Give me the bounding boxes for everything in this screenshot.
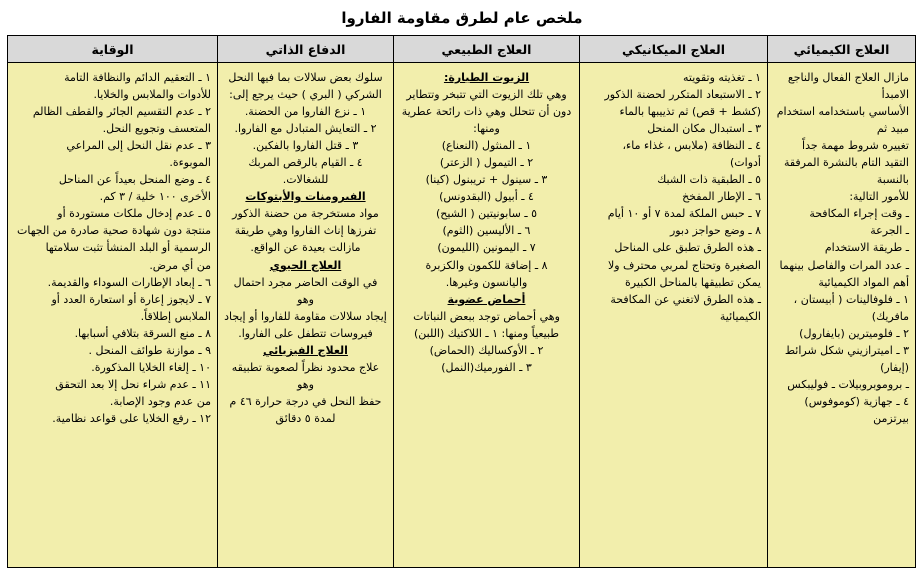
text-line: الملابس إطلاقاً. [140,309,211,323]
text-line: لمدة ٥ دقائق [275,411,336,425]
text-line: مواد مستخرجة من حضنة الذكور [232,207,379,221]
column-header-mechanical: العلاج الميكانيكي [580,36,768,63]
text-line: ـ عدد المرات والفاصل بينهما [779,258,909,272]
text-line: من عدم وجود الإصابة. [109,394,211,408]
text-line: وهي تلك الزيوت التي تتبخر وتتطاير [406,88,567,102]
text-line: إيجاد سلالات مقاومة للفاروا أو إيجاد [224,309,387,323]
text-line: ٥ ـ عدم إدخال ملكات مستوردة أو [57,207,211,221]
text-line: سلوك بعض سلالات بما فيها النحل [228,71,383,84]
text-line: ٧ ـ لايجوز إعارة أو استعارة العدد أو [51,292,211,306]
table-header-row [8,36,916,63]
text-line: ٩ ـ موازنة طوائف المنحل . [88,343,211,357]
text-line: ٣ ـ سينول + تريبنول (كينا) [425,173,548,187]
text-line: ٢ ـ التيمول ( الزعتر) [439,156,534,170]
text-line: (كشط + قص) ثم تذييبها بالماء [619,105,761,119]
cell-self-defense [218,63,394,568]
text-line: ١ ـ نزع الفاروا من الحضنة. [244,105,367,119]
text-line: يمكن تطبيقها بالمناحل الكبيرة [625,275,761,289]
text-line: ٣ ـ الفورميك(النمل) [441,360,532,374]
natural-lines [400,69,573,376]
text-line: ٥ ـ الطبقية ذات الشبك [657,173,761,187]
text-line: ٦ ـ إبعاد الإطارات السوداء والقديمة. [47,275,211,289]
text-line: الأخرى ١٠٠ خلية / ٣ كم. [99,190,211,204]
text-line: ٤ ـ وضع المنحل بعيداً عن المناحل [58,173,211,187]
self-defense-lines [224,69,387,427]
cell-mechanical [580,63,768,568]
text-line: المتعسف وتجويع النحل. [102,122,211,136]
column-header-self-defense: الدفاع الذاتي [218,36,394,63]
text-line: فيروسات تتطفل على الفاروا. [238,326,373,340]
text-line: ٢ ـ التعايش المتبادل مع الفاروا. [234,122,377,136]
text-line: الكيميائية [719,309,761,323]
text-line: حفظ النحل في درجة حرارة ٤٦ م [229,394,382,408]
text-line: ٢ ـ الاستبعاد المتكرر لحضنة الذكور [604,88,761,102]
text-line: علاج محدود نظراً لصعوبة تطبيقه وهو [228,360,380,391]
cell-natural [394,63,580,568]
text-line: وهي أحماض توجد ببعض النباتات [413,309,560,323]
text-line: من أي مرض. [149,258,211,272]
text-line: ٤ ـ القيام بالرقص المربك للشغالات. [244,156,363,187]
page-title: ملخص عام لطرق مقاومة الفاروا [341,9,583,27]
text-line: ٤ ـ أبيول (البقدونس) [439,190,534,204]
text-line: تغييره شروط مهمة جداً [802,139,909,153]
text-line: للأمور التالية: [849,190,909,204]
text-line: ـ هذه الطرق لاتغني عن المكافحة [610,292,761,306]
text-line: ٥ ـ سابونيتين ( الشيح) [435,207,538,221]
text-line: ١ ـ تغذيته وتقويته [683,71,761,84]
column-header-prevention: الوقاية [8,36,218,63]
column-header-chemical: العلاج الكيميائي [768,36,916,63]
text-line: مازال العلاج الفعال والناجع الامبدأ [784,71,909,102]
text-line: ٤ ـ النظافة (ملابس ، غذاء ماء، [622,139,761,153]
text-line: ٦ ـ الأليسين (الثوم) [442,224,531,238]
text-line: الفيرومنات والأبتوكات [245,190,366,204]
text-line: ١ ـ فلوفالينات ( أبيستان ، مافريك) [790,292,909,323]
cell-prevention [8,63,218,568]
chemical-lines [774,69,909,427]
text-line: ٧ ـ حبس الملكة لمدة ٧ أو ١٠ أيام [607,207,761,221]
text-line: ٣ ـ عدم نقل النحل إلى المراعي [66,139,211,153]
varroa-resistance-summary-table [7,35,916,568]
text-line: ١ ـ المنثول (النعناع) [441,139,532,153]
text-line: تفرزها إناث الفاروا وهي طريقة [234,224,377,238]
text-line: ومنها: [473,122,500,136]
text-line: ٢ ـ فلوميترين (بايفارول) [799,326,909,340]
text-line: الصغيرة وتحتاج لمربي محترف ولا [607,258,761,272]
text-line: منتجة دون شهادة صحية صادرة من الجهات [17,224,211,238]
summary-table-wrapper [0,35,924,568]
text-line: أدوات) [730,156,761,170]
text-line: ٧ ـ اليمونين (الليمون) [437,241,536,255]
text-line: ٢ ـ عدم التقسيم الجائر والقطف الظالم [32,105,211,119]
text-line: ٢ ـ الأوكساليك (الحماض) [429,343,544,357]
text-line: ـ وقت إجراء المكافحة [809,207,909,221]
text-line: الزيوت الطيارة: [443,71,530,84]
text-line: الأساسي باستخدامه استخدام مبيد ثم [773,105,909,136]
text-line: ١٠ ـ إلغاء الخلايا المذكورة. [91,360,211,374]
text-line: ٣ ـ قتل الفاروا بالفكين. [252,139,359,153]
mechanical-lines [586,69,761,325]
text-line: ٨ ـ منع السرقة بتلافي أسبابها. [74,326,211,340]
text-line: التقيد التام بالنشرة المرفقة بالنسبة [780,156,909,187]
text-line: العلاج الحيوي [269,258,342,272]
text-line: ٦ ـ الإطار المفخخ [682,190,761,204]
prevention-lines [14,69,211,427]
text-line: ١ ـ التعقيم الدائم والنظافة التامة [64,71,211,84]
text-line: ٨ ـ وضع حواجز دبور [670,224,761,238]
text-line: في الوقت الحاضر مجرد احتمال وهو [230,275,378,306]
text-line: ٣ ـ اميترازيني شكل شرائط (إيفار) [781,343,909,374]
text-line: الشركي ( البري ) حيث يرجع إلى: [229,88,382,102]
text-line: ـ الجرعة [870,224,909,238]
table-body-row [8,63,916,568]
text-line: طبيعياً ومنها: ١ ـ اللاكتيك (اللبن) [413,326,560,340]
text-line: الموبوءة. [169,156,211,170]
text-line: ١٢ ـ رفع الخلايا على قواعد نظامية. [52,411,211,425]
text-line: ٣ ـ استبدال مكان المنحل [647,122,761,136]
text-line: أهم المواد الكيميائية [818,275,909,289]
cell-chemical [768,63,916,568]
text-line: أحماض عضوية [447,292,526,306]
text-line: مازالت بعيدة عن الواقع. [250,241,361,255]
text-line: واليانسون وغيرها. [445,275,528,289]
column-header-natural: العلاج الطبيعي [394,36,580,63]
text-line: العلاج الفيزيائي [263,343,348,357]
text-line: ـ هذه الطرق تطبق على المناحل [614,241,761,255]
text-line: ١١ ـ عدم شراء نحل إلا بعد التحقق [55,377,211,391]
text-line: ـ طريقة الاستخدام [824,241,909,255]
text-line: دون أن تتحلل وهي ذات رائحة عطرية [401,105,572,119]
text-line: الرسمية أو البلد المنشأ تثبت سلامتها [45,241,211,255]
text-line: للأدوات والملابس والخلايا. [93,88,211,102]
text-line: ٨ ـ إضافة للكمون والكزبرة [425,258,548,272]
text-line: ٤ ـ جهازية (كوموفوس) بيرتزمن [800,394,909,425]
text-line: ـ بروموبروبيلات ـ فوليبكس [787,377,909,391]
